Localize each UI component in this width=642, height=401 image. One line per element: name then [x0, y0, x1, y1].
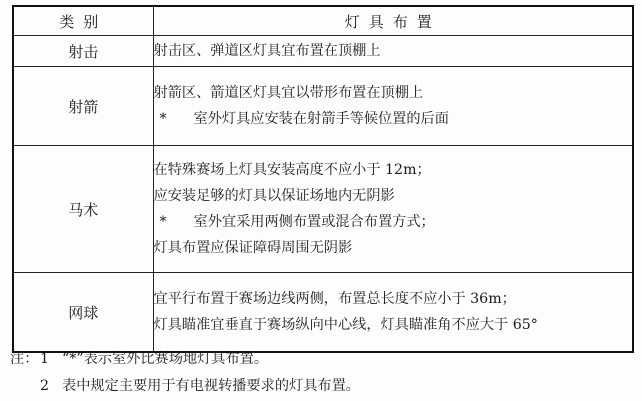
row-description [153, 273, 633, 353]
row-category-shooting: 射击 [13, 36, 153, 67]
lighting-layout-table [12, 5, 634, 353]
note-item [10, 346, 630, 373]
row-category-archery: 射箭 [13, 67, 153, 146]
outdoor-star-mark: * [159, 214, 167, 230]
description-line [154, 209, 633, 235]
note-number: 1 [40, 351, 50, 367]
row-description [153, 36, 633, 67]
row-category-tennis: 网球 [13, 273, 153, 353]
description-text: 宜平行布置于赛场边线两侧，布置总长度不应小于 36m； [153, 291, 516, 307]
note-number: 2 [40, 378, 50, 394]
notes-prefix: 注： [10, 351, 39, 367]
description-text: 室外灯具应安装在射箭手等候位置的后面 [193, 111, 449, 127]
description-line [154, 286, 633, 312]
note-item [10, 373, 630, 400]
description-text: 在特殊赛场上灯具安装高度不应小于 12m； [153, 162, 431, 178]
table-row [13, 146, 633, 273]
description-line [154, 80, 633, 106]
description-text: 应安装足够的灯具以保证场地内无阴影 [153, 188, 395, 204]
header-layout: 灯具布置 [153, 6, 633, 36]
description-line [154, 312, 633, 338]
description-text: 灯具瞄准宜垂直于赛场纵向中心线，灯具瞄准角不应大于 65° [153, 317, 538, 333]
table-row [13, 36, 633, 67]
row-description [153, 67, 633, 146]
description-line [154, 183, 633, 209]
description-line [154, 235, 633, 261]
table-row [13, 67, 633, 146]
header-category: 类别 [13, 6, 153, 36]
description-text: 灯具布置应保证障碍周围无阴影 [153, 240, 353, 256]
description-text: 射箭区、箭道区灯具宜以带形布置在顶棚上 [153, 85, 424, 101]
row-description [153, 146, 633, 273]
note-text: “*”表示室外比赛场地灯具布置。 [62, 351, 269, 367]
description-line [154, 157, 633, 183]
description-text: 射击区、弹道区灯具宜布置在顶棚上 [153, 43, 381, 59]
note-text: 表中规定主要用于有电视转播要求的灯具布置。 [62, 378, 360, 394]
table-header-row [13, 6, 633, 36]
table-notes [10, 346, 630, 400]
table-row [13, 273, 633, 353]
description-line [154, 38, 633, 64]
outdoor-star-mark: * [159, 111, 167, 127]
description-text: 室外宜采用两侧布置或混合布置方式； [193, 214, 435, 230]
row-category-equestrian: 马术 [13, 146, 153, 273]
description-line [154, 106, 633, 132]
